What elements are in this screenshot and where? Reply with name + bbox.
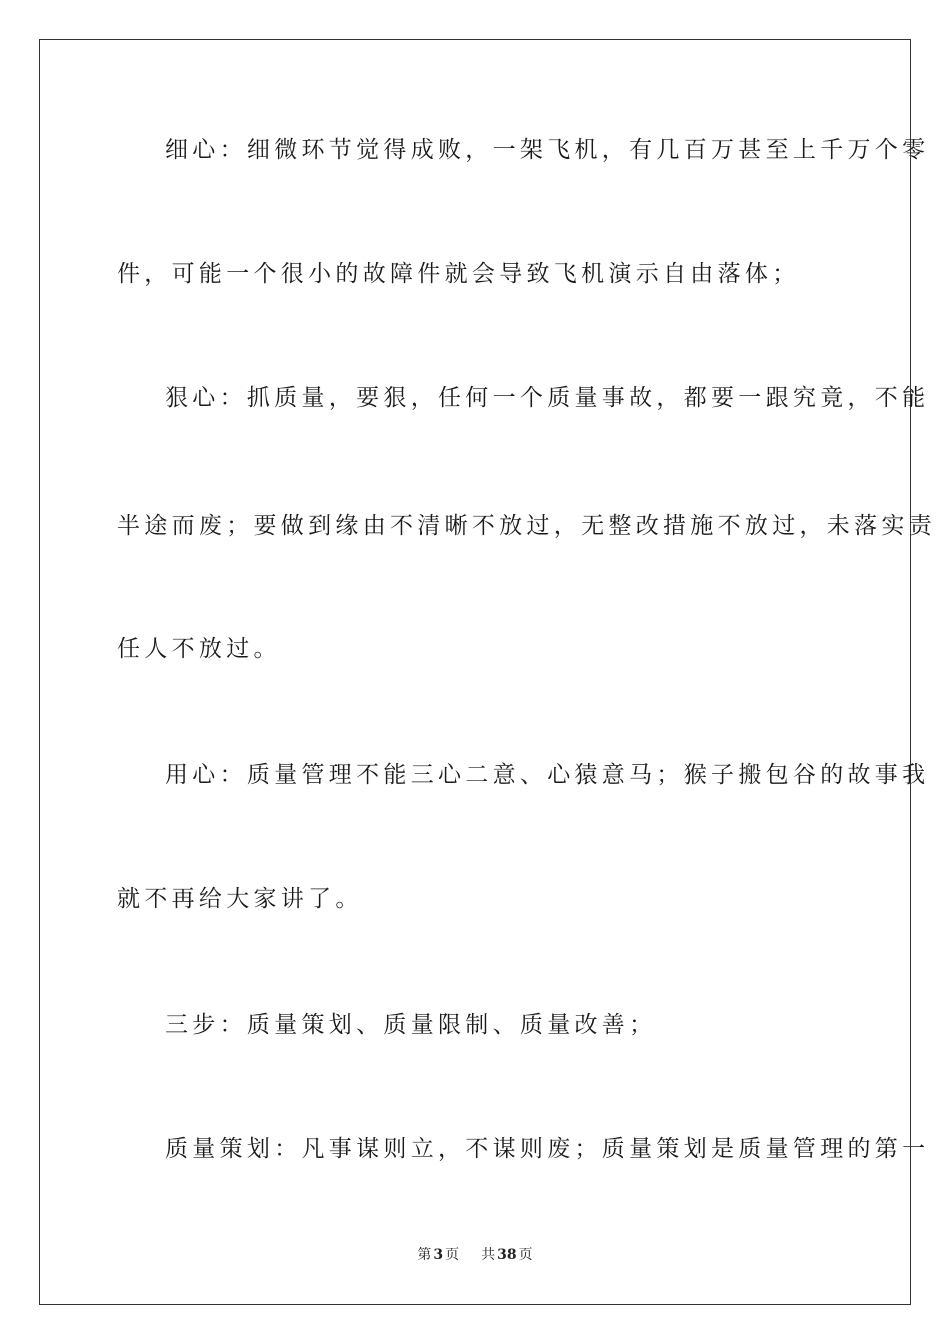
paragraph-line: 半途而废；要做到缘由不清晰不放过，无整改措施不放过，未落实责 bbox=[117, 513, 936, 539]
paragraph-line: 三步：质量策划、质量限制、质量改善； bbox=[165, 1012, 657, 1038]
paragraph-line: 任人不放过。 bbox=[117, 636, 281, 662]
paragraph-line: 用心：质量管理不能三心二意、心猿意马；猴子搬包谷的故事我 bbox=[165, 762, 930, 788]
total-prefix: 共 bbox=[481, 1247, 496, 1263]
paragraph-line: 件，可能一个很小的故障件就会导致飞机演示自由落体； bbox=[117, 261, 800, 287]
paragraph-line: 质量策划：凡事谋则立，不谋则废；质量策划是质量管理的第一 bbox=[165, 1136, 930, 1162]
paragraph-line: 狠心：抓质量，要狠，任何一个质量事故，都要一跟究竟，不能 bbox=[165, 385, 930, 411]
paragraph-line: 细心：细微环节觉得成败，一架飞机，有几百万甚至上千万个零 bbox=[165, 137, 930, 163]
page-number: 3 bbox=[433, 1247, 444, 1263]
paragraph-line: 就不再给大家讲了。 bbox=[117, 886, 363, 912]
total-suffix: 页 bbox=[518, 1247, 533, 1263]
page-footer bbox=[0, 1246, 950, 1264]
page-prefix: 第 bbox=[417, 1247, 432, 1263]
page-suffix: 页 bbox=[445, 1247, 460, 1263]
page-border bbox=[39, 39, 936, 1305]
total-pages: 38 bbox=[497, 1247, 517, 1263]
